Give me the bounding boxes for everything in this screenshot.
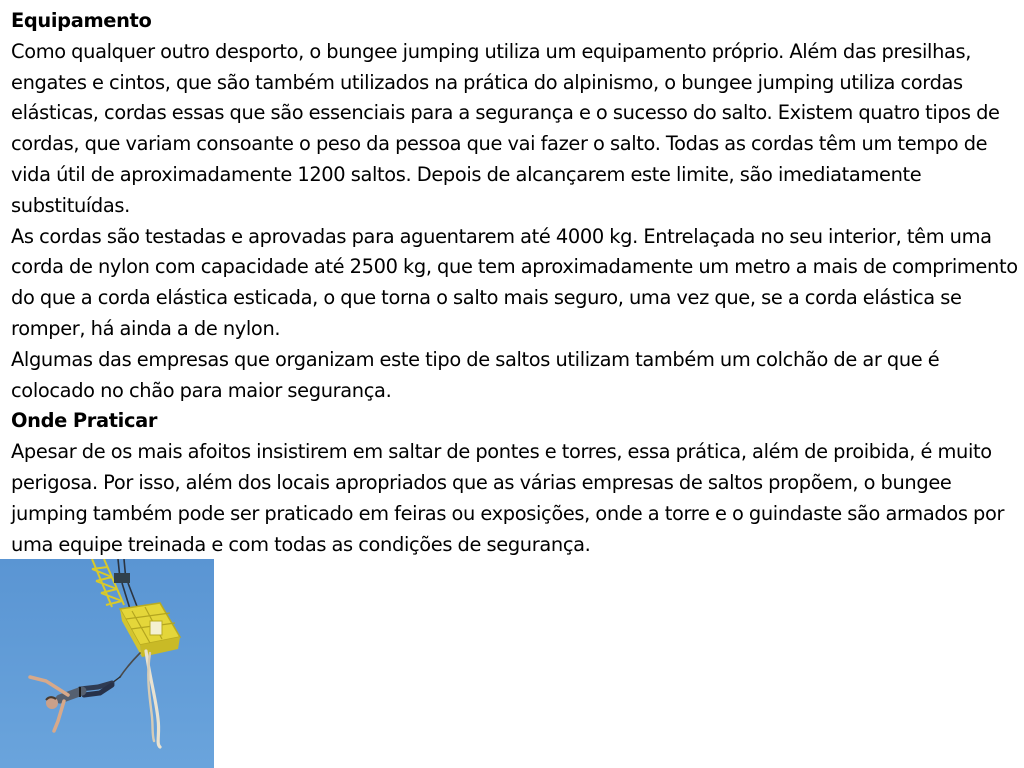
heading-onde-praticar: Onde Praticar xyxy=(11,409,158,433)
heading-equipamento: Equipamento xyxy=(11,9,152,32)
paragraph-where-1: Apesar de os mais afoitos insistirem em saltar de pontes e torres, essa prática, além de proibida, é muito perigosa. Por isso, além dos locais apropriados que as várias empresas de saltos propõem, o bungee jumping também pode ser praticado em feiras ou exposições, onde a torre e o guindaste são armados por uma equipe treinada e com todas as condições de segurança. xyxy=(11,440,1005,556)
paragraph-equipment-2: As cordas são testadas e aprovadas para aguentarem até 4000 kg. Entrelaçada no seu interior, têm uma corda de nylon com capacidade até 2500 kg, que tem aproximadamente um metro a mais de comprimento do que a corda elástica esticada, o que torna o salto mais seguro, uma vez que, se a corda elástica se romper, há ainda a de nylon. xyxy=(11,224,1018,340)
paragraph-equipment-3: Algumas das empresas que organizam este tipo de saltos utilizam também um colchão de ar que é colocado no chão para maior segurança. xyxy=(11,347,940,402)
sky-background xyxy=(0,559,214,768)
paragraph-equipment-1: Como qualquer outro desporto, o bungee jumping utiliza um equipamento próprio. Além das presilhas, engates e cintos, que são também utilizados na prática do alpinismo, o bungee jumping utiliza cordas elásticas, cordas essas que são essenciais para a segurança e o sucesso do salto. Existem quatro tipos de cordas, que variam consoante o peso da pessoa que vai fazer o salto. Todas as cordas têm um tempo de vida útil de aproximadamente 1200 saltos. Depois de alcançarem este limite, são imediatamente substituídas. xyxy=(11,39,1000,217)
slide-text xyxy=(11,6,1019,560)
bungee-jump-photo xyxy=(0,559,214,768)
bungee-jump-illustration xyxy=(0,559,214,768)
